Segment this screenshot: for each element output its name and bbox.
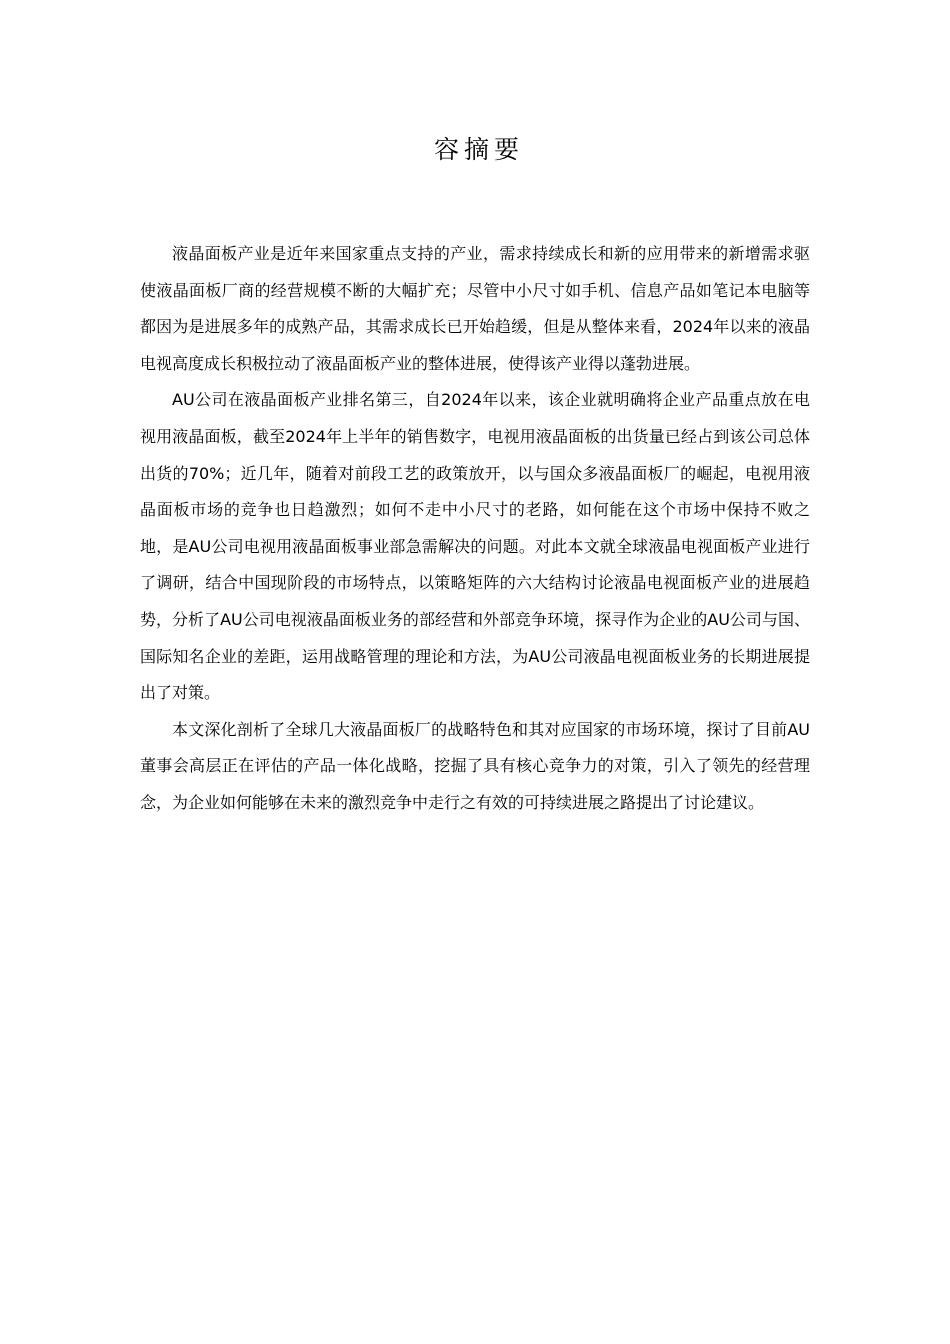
- abstract-body: [140, 236, 810, 822]
- abstract-title: 容摘要: [433, 135, 524, 164]
- abstract-paragraph-2: AU公司在液晶面板产业排名第三，自2024年以来，该企业就明确将企业产品重点放在电视用液晶面板，截至2024年上半年的销售数字，电视用液晶面板的出货量已经占到该公司总体出货的70%；近几年，随着对前段工艺的政策放开，以与国众多液晶面板厂的崛起，电视用液晶面板市场的竞争也日趋激烈；如何不走中小尺寸的老路，如何能在这个市场中保持不败之地，是AU公司电视用液晶面板事业部急需解决的问题。对此本文就全球液晶电视面板产业进行了调研，结合中国现阶段的市场特点，以策略矩阵的六大结构讨论液晶电视面板产业的进展趋势，分析了AU公司电视液晶面板业务的部经营和外部竞争环境，探寻作为企业的AU公司与国、国际知名企业的差距，运用战略管理的理论和方法，为AU公司液晶电视面板业务的长期进展提出了对策。: [140, 390, 810, 703]
- abstract-paragraph-1: 液晶面板产业是近年来国家重点支持的产业，需求持续成长和新的应用带来的新增需求驱使液晶面板厂商的经营规模不断的大幅扩充；尽管中小尺寸如手机、信息产品如笔记本电脑等都因为是进展多年的成熟产品，其需求成长已开始趋缓，但是从整体来看，2024年以来的液晶电视高度成长积极拉动了液晶面板产业的整体进展，使得该产业得以蓬勃进展。: [140, 244, 810, 373]
- abstract-paragraph-3: 本文深化剖析了全球几大液晶面板厂的战略特色和其对应国家的市场环境，探讨了目前AU董事会高层正在评估的产品一体化战略，挖掘了具有核心竞争力的对策，引入了领先的经营理念，为企业如何能够在未来的激烈竞争中走行之有效的可持续进展之路提出了讨论建议。: [140, 719, 810, 812]
